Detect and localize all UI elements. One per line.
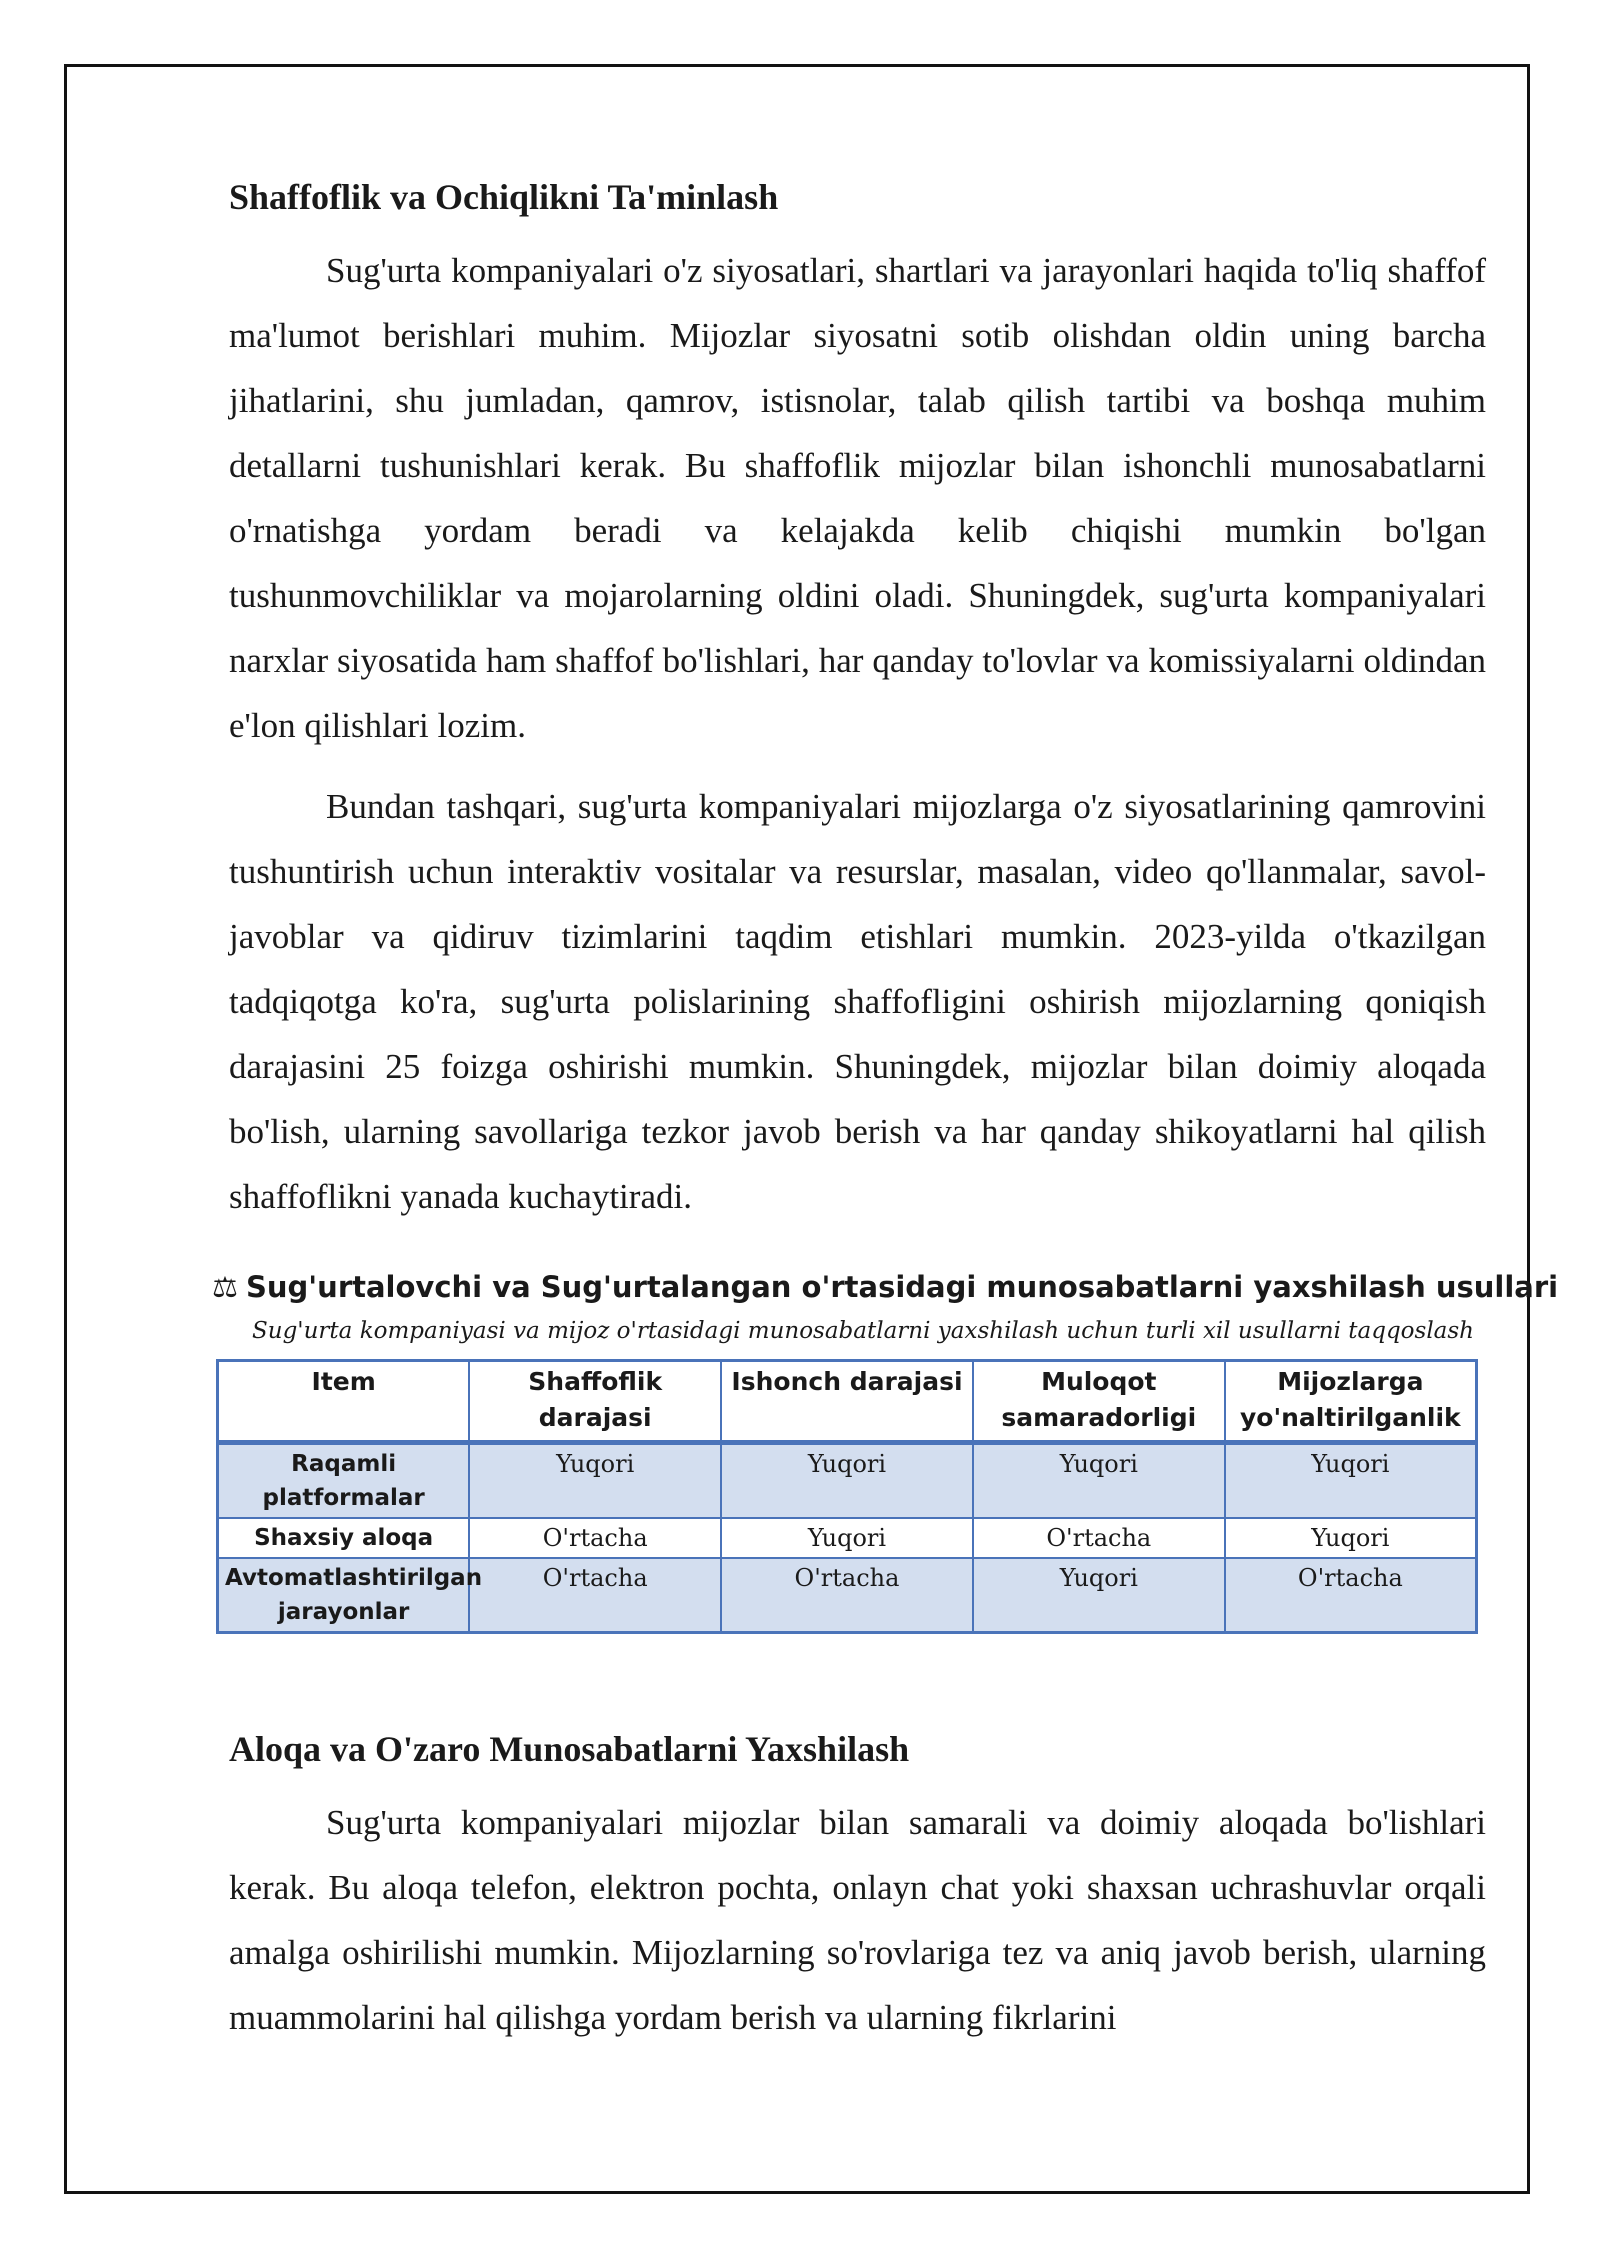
comparison-table-block <box>212 1267 1559 1634</box>
table-title <box>212 1267 1559 1307</box>
table-cell: O'rtacha <box>1225 1558 1477 1633</box>
table-cell: Yuqori <box>1225 1443 1477 1519</box>
table-cell: Yuqori <box>721 1518 973 1558</box>
row-label: Shaxsiy aloqa <box>218 1518 470 1558</box>
table-row <box>218 1518 1477 1558</box>
comparison-table <box>216 1359 1478 1634</box>
column-header: Item <box>218 1361 470 1443</box>
table-header-row <box>218 1361 1477 1443</box>
row-label: Avtomatlashtirilgan jarayonlar <box>218 1558 470 1633</box>
table-caption: Sug'urta kompaniyasi va mijoz o'rtasidagi munosabatlarni yaxshilash uchun turli xil usullarni taqqoslash <box>252 1318 1474 1344</box>
table-row <box>218 1558 1477 1633</box>
paragraph: Bundan tashqari, sug'urta kompaniyalari mijozlarga o'z siyosatlarining qamrovini tushuntirish uchun interaktiv vositalar va resurslar, masalan, video qo'llanmalar, savol-javoblar va qidiruv tizimlarini taqdim etishlari mumkin. 2023-yilda o'tkazilgan tadqiqotga ko'ra, sug'urta polislarining shaffofligini oshirish mijozlarning qoniqish darajasini 25 foizga oshirishi mumkin. Shuningdek, mijozlar bilan doimiy aloqada bo'lish, ularning savollariga tezkor javob berish va har qanday shikoyatlarni hal qilish shaffoflikni yanada kuchaytiradi. <box>229 787 1486 1216</box>
column-header: Muloqot samaradorligi <box>973 1361 1225 1443</box>
paragraph: Sug'urta kompaniyalari o'z siyosatlari, shartlari va jarayonlari haqida to'liq shaffof ma'lumot berishlari muhim. Mijozlar siyosatni sotib olishdan oldin uning barcha jihatlarini, shu jumladan, qamrov, istisnolar, talab qilish tartibi va boshqa muhim detallarni tushunishlari kerak. Bu shaffoflik mijozlar bilan ishonchli munosabatlarni o'rnatishga yordam beradi va kelajakda kelib chiqishi mumkin bo'lgan tushunmovchiliklar va mojarolarning oldini oladi. Shuningdek, sug'urta kompaniyalari narxlar siyosatida ham shaffof bo'lishlari, har qanday to'lovlar va komissiyalarni oldindan e'lon qilishlari lozim. <box>229 251 1486 745</box>
document-body <box>212 170 1559 2050</box>
table-cell: Yuqori <box>1225 1518 1477 1558</box>
table-cell: Yuqori <box>721 1443 973 1519</box>
table-cell: O'rtacha <box>721 1558 973 1633</box>
table-row <box>218 1443 1477 1519</box>
table-cell: O'rtacha <box>973 1518 1225 1558</box>
table-cell: O'rtacha <box>469 1558 721 1633</box>
scales-icon: ⚖ <box>212 1270 238 1304</box>
column-header: Ishonch darajasi <box>721 1361 973 1443</box>
table-cell: Yuqori <box>469 1443 721 1519</box>
column-header: Shaffoflik darajasi <box>469 1361 721 1443</box>
table-cell: Yuqori <box>973 1443 1225 1519</box>
table-cell: O'rtacha <box>469 1518 721 1558</box>
table-title-text: Sug'urtalovchi va Sug'urtalangan o'rtasidagi munosabatlarni yaxshilash usullari <box>246 1270 1559 1304</box>
paragraph: Sug'urta kompaniyalari mijozlar bilan samarali va doimiy aloqada bo'lishlari kerak. Bu aloqa telefon, elektron pochta, onlayn chat yoki shaxsan uchrashuvlar orqali amalga oshirilishi mumkin. Mijozlarning so'rovlariga tez va aniq javob berish, ularning muammolarini hal qilishga yordam berish va ularning fikrlarini <box>229 1803 1486 2037</box>
table-cell: Yuqori <box>973 1558 1225 1633</box>
row-label: Raqamli platformalar <box>218 1443 470 1519</box>
column-header: Mijozlarga yo'naltirilganlik <box>1225 1361 1477 1443</box>
section-heading-transparency: Shaffoflik va Ochiqlikni Ta'minlash <box>229 177 779 217</box>
section-heading-communication: Aloqa va O'zaro Munosabatlarni Yaxshilash <box>229 1729 910 1769</box>
